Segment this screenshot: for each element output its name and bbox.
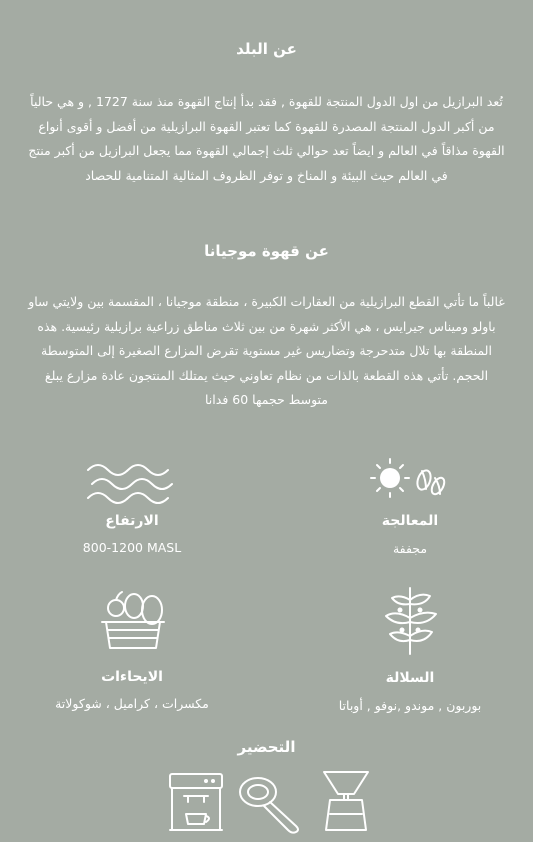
variety-value: بوربون , موندو ,نوفو , أوباتا (338, 698, 482, 713)
country-description: تُعد البرازيل من اول الدول المنتجة للقهوة , فقد بدأ إنتاج القهوة منذ سنة 1727 , و هي حالياً من أكبر الدول المنتجة المصدرة للقهوة كما تعتبر القهوة البرازيلية من أفضل و أقوى أنواع القهوة مذاقاً في العالم و ايضاً تعد حوالي ثلث إجمالي القهوة مما يجعل البرازيل من أكبر منتج في العالم حيث البيئة و المناخ و توفر الظروف المثالية المتنامية للحصاد (28, 94, 505, 183)
portafilter-icon (236, 770, 306, 834)
coffee-plant-icon (378, 580, 442, 656)
altitude-title: الارتفاع (105, 513, 159, 529)
pour-over-icon (318, 768, 374, 834)
country-section-title: عن البلد (236, 40, 297, 58)
waves-icon (86, 460, 178, 508)
coffee-description: غالباً ما تأتي القطع البرازيلية من العقارات الكبيرة ، منطقة موجيانا ، المقسمة بين ولايتي ساو باولو وميناس جيرايس ، هي الأكثر شهرة من بين ثلاث مناطق زراعية برازيلية رئيسية. هذه المنطقة بها تلال متدحرجة وتضاريس غير مستوية تقرض المزارع الصغيرة إلى المتوسطة الحجم. تأتي هذه القطعة بالذات من نظام تعاوني حيث يمتلك المنتجون عادة مزارع يبلغ متوسط حجمها 60 فدانا (28, 294, 505, 407)
brewing-section-title: التحضير (237, 738, 296, 756)
notes-value: مكسرات ، كراميل ، شوكولاتة (55, 696, 209, 711)
altitude-value: 800-1200 MASL (82, 540, 182, 555)
fruit-basket-icon (100, 590, 166, 654)
espresso-machine-icon (166, 770, 226, 834)
processing-title: المعالجة (381, 513, 439, 529)
processing-value: مجففة (392, 541, 428, 556)
coffee-section-title: عن قهوة موجيانا (204, 242, 329, 260)
notes-title: الايحاءات (101, 669, 163, 685)
variety-title: السلالة (385, 670, 435, 686)
sun-and-bean-icon (368, 456, 448, 502)
